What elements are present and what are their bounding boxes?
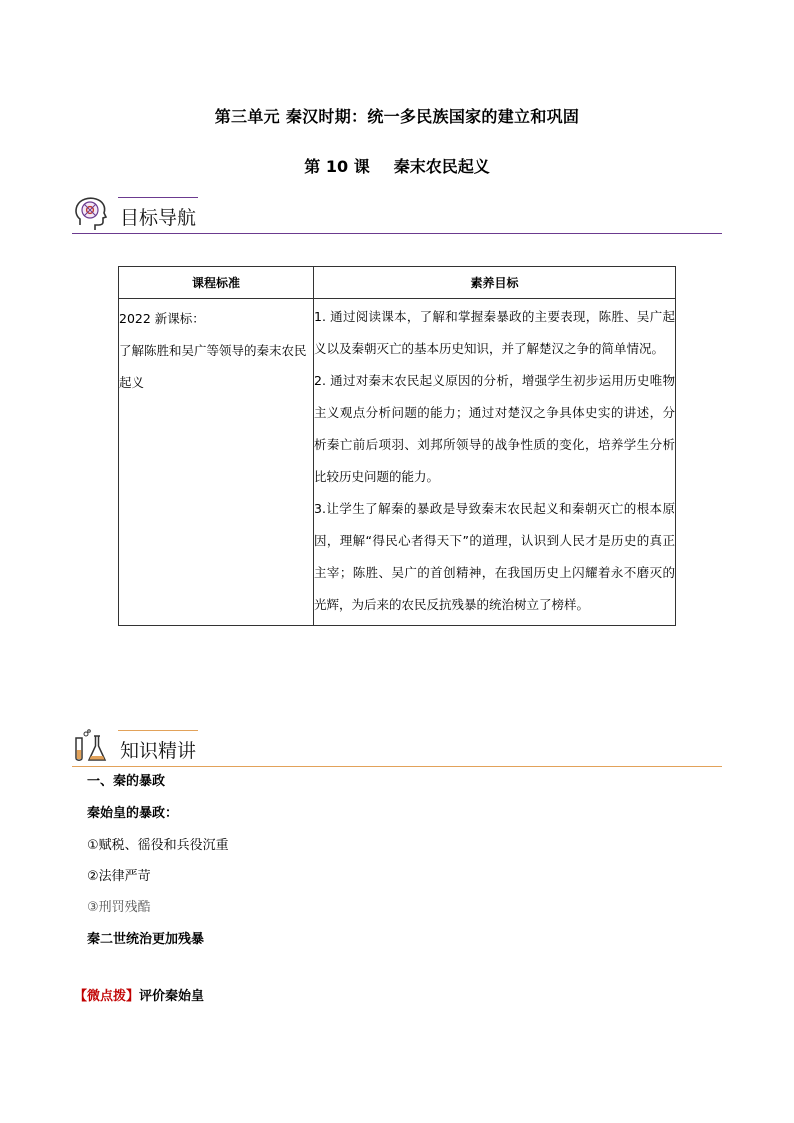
standard-cell xyxy=(119,299,314,626)
tip-line xyxy=(74,989,204,1005)
knowledge-section-title: 知识精讲 xyxy=(120,740,197,762)
table-header-standard: 课程标准 xyxy=(119,267,314,299)
goal-item: 1. 通过阅读课本，了解和掌握秦暴政的主要表现，陈胜、吴广起义以及秦朝灭亡的基本历史知识，并了解楚汉之争的简单情况。 xyxy=(314,309,675,356)
goal-section-header xyxy=(72,195,722,235)
table-row xyxy=(119,299,676,626)
unit-title: 第三单元 秦汉时期：统一多民族国家的建立和巩固 xyxy=(214,107,580,126)
section-divider xyxy=(72,233,722,234)
knowledge-subheading: 秦始皇的暴政： xyxy=(87,806,179,821)
section-divider xyxy=(72,766,722,767)
lesson-title: 秦末农民起义 xyxy=(393,157,490,176)
list-item: ③刑罚残酷 xyxy=(87,900,151,915)
knowledge-section-header xyxy=(72,728,722,768)
goal-section-title: 目标导航 xyxy=(120,207,197,229)
knowledge-heading: 一、秦的暴政 xyxy=(87,774,166,789)
header-accent-line xyxy=(118,197,198,198)
table-header-goals: 素养目标 xyxy=(314,267,676,299)
goal-item: 3.让学生了解秦的暴政是导致秦末农民起义和秦朝灭亡的根本原因，理解“得民心者得天下”的道理，认识到人民才是历史的真正主宰；陈胜、吴广的首创精神，在我国历史上闪耀着永不磨灭的光辉，为后来的农民反抗残暴的统治树立了榜样。 xyxy=(314,501,675,612)
standard-text: 了解陈胜和吴广等领导的秦末农民起义 xyxy=(119,343,307,390)
curriculum-table xyxy=(118,266,676,626)
list-item: ①赋税、徭役和兵役沉重 xyxy=(87,838,229,853)
tip-text: 评价秦始皇 xyxy=(139,989,205,1004)
brain-gear-icon xyxy=(72,195,110,233)
standard-year-label: 2022 新课标： xyxy=(119,311,205,326)
goals-cell xyxy=(314,299,676,626)
header-accent-line xyxy=(118,730,198,731)
chemistry-flask-icon xyxy=(72,728,110,766)
second-emperor-text: 秦二世统治更加残暴 xyxy=(87,932,205,947)
tip-label: 【微点拨】 xyxy=(74,989,140,1004)
list-item: ②法律严苛 xyxy=(87,869,151,884)
goal-item: 2. 通过对秦末农民起义原因的分析，增强学生初步运用历史唯物主义观点分析问题的能力；通过对楚汉之争具体史实的讲述，分析秦亡前后项羽、刘邦所领导的战争性质的变化，培养学生分析比较历史问题的能力。 xyxy=(314,373,675,484)
lesson-number: 第 10 课 xyxy=(304,157,370,176)
lesson-title-line xyxy=(0,154,794,177)
table-header-row xyxy=(119,267,676,299)
